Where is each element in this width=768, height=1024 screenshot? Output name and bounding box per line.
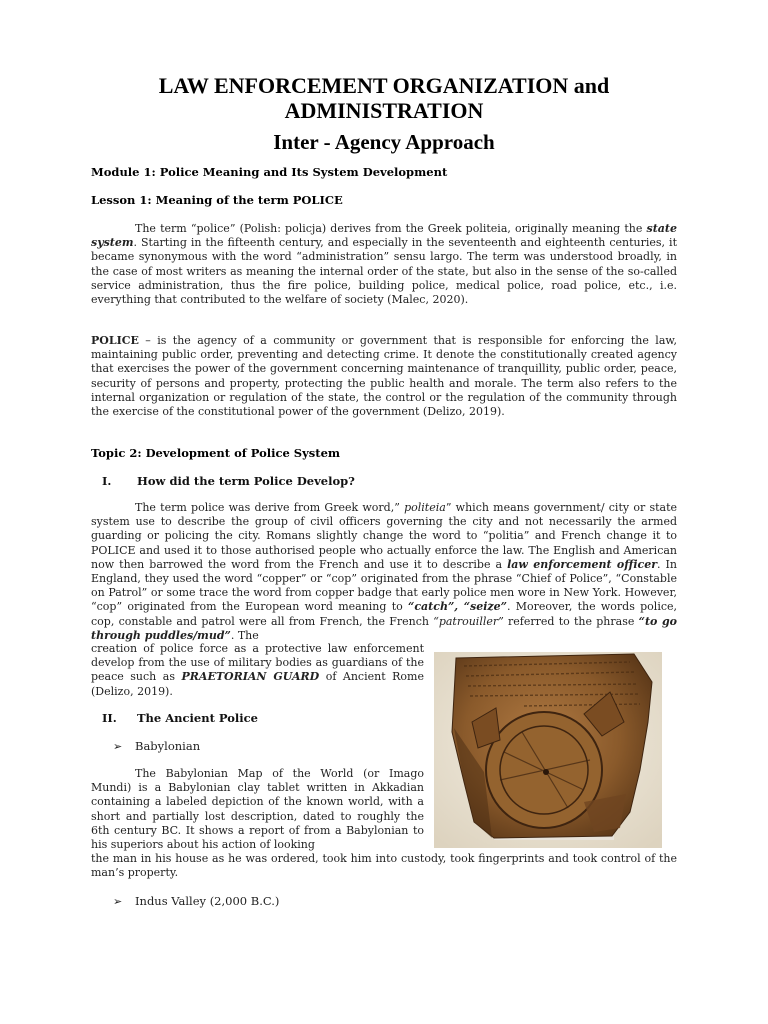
emphasis-catch-seize: “catch”, “seize” bbox=[408, 600, 507, 614]
babylonian-map-tablet-photo bbox=[434, 652, 662, 848]
arrow-bullet-icon: ➢ bbox=[113, 895, 123, 908]
paragraph-text: . The bbox=[230, 628, 259, 642]
emphasis-politeia: politeia bbox=[404, 501, 446, 514]
term-police: POLICE bbox=[91, 334, 139, 347]
emphasis-law-enforcement-officer: law enforcement officer bbox=[507, 557, 658, 571]
paragraph-babylonian-map: The Babylonian Map of the World (or Imago Mundi) is a Babylonian clay tablet written in Akkadian containing a labeled depiction of the known world, with a short and partially lost description, dated to roughly the 6th century BC. It shows a report of from a Babylonian to his superiors about his action of looking bbox=[91, 767, 424, 852]
paragraph-police-development bbox=[91, 501, 677, 643]
paragraph-police-definition bbox=[91, 334, 677, 419]
paragraph-text: creation of police force as a protective law enforcement develop from the use of military bodies as guardians of the peace such as bbox=[91, 642, 424, 684]
section-number: I. bbox=[102, 474, 112, 488]
bullet-text: Babylonian bbox=[135, 739, 201, 753]
paragraph-text: The term “police” (Polish: policja) derives from the Greek politeia, originally meaning the bbox=[135, 222, 647, 235]
section-number: II. bbox=[102, 711, 117, 725]
paragraph-text: referred to the phrase bbox=[503, 614, 639, 628]
document-title-line2: ADMINISTRATION bbox=[284, 98, 484, 123]
paragraph-text: The term police was derive from Greek word,” bbox=[135, 501, 405, 514]
document-title-line1: LAW ENFORCEMENT ORGANIZATION and bbox=[158, 73, 610, 98]
paragraph-text: of Ancient Rome (Delizo, 2019). bbox=[91, 670, 424, 698]
paragraph-babylonian-map-continued: the man in his house as he was ordered, took him into custody, took fingerprints and took control of the man’s property. bbox=[91, 852, 677, 880]
paragraph-text: . Starting in the fifteenth century, and especially in the seventeenth and eighteenth centuries, it became synonymous with the word “administration” sensu largo. The term was understood broadly, in the case of most writers as meaning the internal order of the state, but also in the sense of the so-called service administration, thus the fire police, building police, medical police, road police, etc., i.e. everything that contributed to the welfare of society (Malec, 2020). bbox=[91, 236, 677, 307]
clay-tablet-illustration bbox=[434, 652, 662, 848]
section-title: How did the term Police Develop? bbox=[137, 474, 355, 488]
paragraph-police-etymology bbox=[91, 222, 677, 307]
paragraph-text: . Moreover, the words police, cop, constable and patrol were all from French, the French bbox=[91, 600, 678, 628]
arrow-bullet-icon: ➢ bbox=[113, 740, 123, 753]
paragraph-text: ” which means government/ city or state system use to describe the group of civil officers governing the city and not necessarily the armed guarding or policing the city. Romans slightly change the word to “politia” and French change it to POLICE and used it to those authorised people who actually enforce the law. The English and American now then barrowed the word from the French and use it to describe a bbox=[91, 501, 677, 571]
topic2-heading: Topic 2: Development of Police System bbox=[91, 446, 341, 460]
lesson-heading: Lesson 1: Meaning of the term POLICE bbox=[91, 193, 343, 207]
emphasis-patrouiller: “patrouiller” bbox=[433, 614, 504, 628]
module-heading: Module 1: Police Meaning and Its System Development bbox=[91, 165, 448, 179]
emphasis-state-system: state system bbox=[91, 222, 677, 250]
bullet-indus-valley bbox=[113, 894, 279, 909]
section-heading-1 bbox=[102, 474, 355, 488]
document-subtitle: Inter - Agency Approach bbox=[273, 130, 495, 154]
emphasis-praetorian-guard: PRAETORIAN GUARD bbox=[181, 670, 320, 684]
emphasis-puddles-mud: “to go through puddles/mud” bbox=[91, 614, 677, 642]
bullet-babylonian bbox=[113, 739, 200, 754]
paragraph-text: – is the agency of a community or government that is responsible for enforcing the law, maintaining public order, preventing and detecting crime. It denote the constitutionally created agency that exercises the power of the government concerning maintenance of tranquillity, public order, peace, security of persons and property, protecting the public health and morale. The term also refers to the internal organization or regulation of the state, the control or the regulation of the community through the exercise of the constitutional power of the government (Delizo, 2019). bbox=[91, 334, 677, 419]
bullet-text: Indus Valley (2,000 B.C.) bbox=[135, 894, 280, 908]
paragraph-praetorian bbox=[91, 642, 424, 699]
paragraph-text: . In England, they used the word “copper” or “cop” originated from the phrase “Chief of Police”, “Constable on Patrol” or some trace the word from copper badge that early police men wore in New York. However, “cop” originated from the European word meaning to bbox=[91, 557, 677, 614]
section-title: The Ancient Police bbox=[137, 711, 258, 725]
section-heading-2 bbox=[102, 711, 258, 725]
